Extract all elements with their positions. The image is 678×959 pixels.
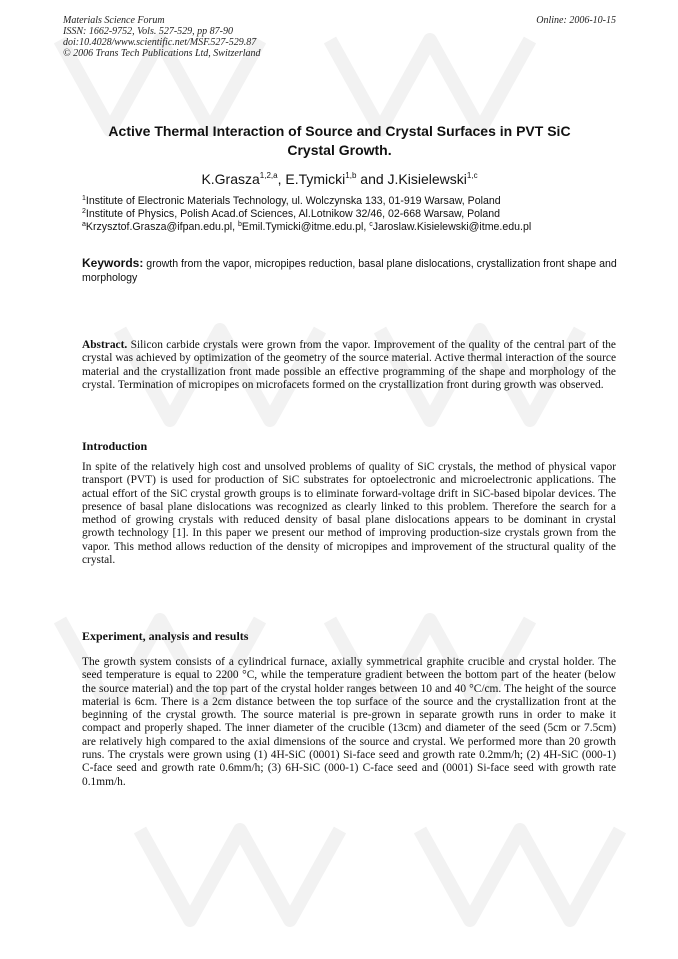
title-line-1: Active Thermal Interaction of Source and Crystal Surfaces in PVT SiC xyxy=(108,123,571,139)
copyright-line: © 2006 Trans Tech Publications Ltd, Switzerland xyxy=(63,48,261,59)
journal-name: Materials Science Forum xyxy=(63,15,165,26)
email-marker: b xyxy=(237,221,242,228)
author-list xyxy=(63,170,616,188)
author-separator: and xyxy=(356,171,388,187)
affiliation-2 xyxy=(82,208,622,221)
email-line xyxy=(82,221,622,234)
author-name: E.Tymicki xyxy=(285,171,346,187)
paper-title xyxy=(63,122,616,160)
email-address: Emil.Tymicki@itme.edu.pl, xyxy=(241,221,370,233)
affiliation-1 xyxy=(82,195,622,208)
online-date: Online: 2006-10-15 xyxy=(536,15,616,26)
author-separator: , xyxy=(277,171,286,187)
keywords-text: growth from the vapor, micropipes reduction, basal plane dislocations, crystallization front shape and morphology xyxy=(82,258,617,284)
author-name: K.Grasza xyxy=(201,171,260,187)
keywords-block xyxy=(82,256,622,285)
introduction-paragraph: In spite of the relatively high cost and unsolved problems of quality of SiC crystals, the method of physical vapor transport (PVT) is used for production of SiC substrates for optoelectronic and microelectronic applications. The actual effort of the SiC crystal growth groups is to eliminate forward-voltage drift in SiC-based bipolar devices. The presence of basal plane dislocations was recognized as clearly linked to this problem. Therefore the search for a method of growing crystals with reduced density of basal plane dislocations appears to be dominant in crystal growth technology [1]. In this paper we present our method of improving production-size crystals grown from the vapor. This method allows reduction of the density of micropipes and improvement of the structural quality of the crystal. xyxy=(82,461,616,567)
affil-text: Institute of Physics, Polish Acad.of Sciences, Al.Lotnikow 32/46, 02-668 Warsaw, Poland xyxy=(85,208,501,220)
author-affil-sup: 1,c xyxy=(466,171,478,180)
journal-header xyxy=(63,15,616,59)
affil-marker: 2 xyxy=(82,208,86,215)
author-name: J.Kisielewski xyxy=(387,171,467,187)
affil-text: Institute of Electronic Materials Technology, ul. Wolczynska 133, 01-919 Warsaw, Poland xyxy=(85,195,501,207)
introduction-heading: Introduction xyxy=(82,439,148,453)
issn-line: ISSN: 1662-9752, Vols. 527-529, pp 87-90 xyxy=(63,26,233,37)
doi-line: doi:10.4028/www.scientific.net/MSF.527-529.87 xyxy=(63,37,257,48)
experiment-paragraph: The growth system consists of a cylindrical furnace, axially symmetrical graphite crucible and crystal holder. The seed temperature is equal to 2200 °C, while the temperature gradient between the bottom part of the heater (below the source material) and the top part of the crystal holder ranges between 10 and 40 °C/cm. The height of the source material is 6cm. There is a 2cm distance between the top surface of the source and the crystallization front at the beginning of the crystal growth. The source material is pre-grown in separate growth runs in order to make it compact and properly shaped. The inner diameter of the crucible (13cm) and diameter of the seed (5cm or 7.5cm) are relatively high compared to the axial dimensions of the source and crystal. We performed more than 20 growth runs. The crystals were grown using (1) 4H-SiC (0001) Si-face seed and growth rate 0.2mm/h; (2) 4H-SiC (000-1) C-face seed and growth rate 0.6mm/h; (3) 6H-SiC (000-1) C-face seed and (0001) Si-face seed with growth rate 0.1mm/h. xyxy=(82,656,616,788)
abstract-block xyxy=(82,339,616,392)
abstract-label: Abstract. xyxy=(82,339,128,351)
email-marker: a xyxy=(82,221,86,228)
affil-marker: 1 xyxy=(82,195,86,202)
email-marker: c xyxy=(369,221,373,228)
author-affil-sup: 1,b xyxy=(345,171,357,180)
email-address: Jaroslaw.Kisielewski@itme.edu.pl xyxy=(372,221,532,233)
keywords-label: Keywords: xyxy=(82,256,144,270)
email-address: Krzysztof.Grasza@ifpan.edu.pl, xyxy=(85,221,238,233)
abstract-text: Silicon carbide crystals were grown from the vapor. Improvement of the quality of the central part of the crystal was achieved by optimization of the geometry of the source material. Active thermal interaction of the source material and the crystallization front made possible an effective programming of the shape and morphology of the crystal. Termination of micropipes on microfacets formed on the crystallization front during growth was observed. xyxy=(82,339,616,391)
author-affil-sup: 1,2,a xyxy=(259,171,278,180)
affiliations xyxy=(82,195,622,234)
experiment-heading: Experiment, analysis and results xyxy=(82,629,249,643)
title-line-2: Crystal Growth. xyxy=(287,142,392,158)
